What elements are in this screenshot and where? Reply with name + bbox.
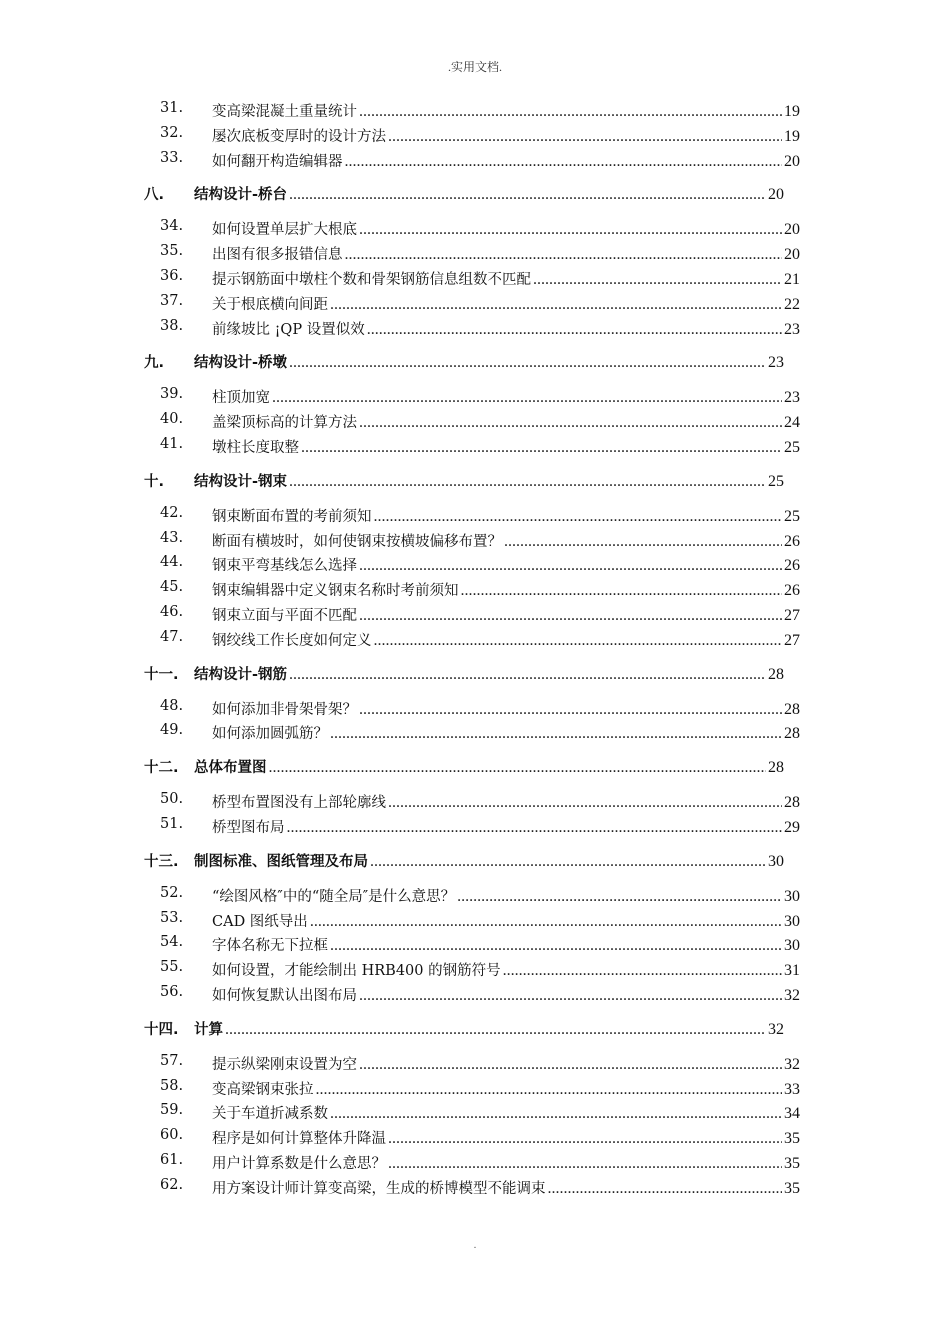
toc-title: “绘图风格″中的“随全局″是什么意思？ xyxy=(212,888,456,905)
toc-title: 盖梁顶标高的计算方法 xyxy=(212,415,357,432)
toc-line xyxy=(194,351,784,372)
toc-title: 桥型图布局 xyxy=(212,819,285,836)
toc-page-number: 22 xyxy=(784,295,800,313)
dot-leader xyxy=(269,759,767,777)
table-of-contents xyxy=(0,98,950,1200)
toc-line xyxy=(212,1177,800,1198)
toc-entry[interactable] xyxy=(0,148,950,173)
toc-page-number: 35 xyxy=(784,1130,800,1148)
toc-number: 十二. xyxy=(144,760,179,777)
toc-title: 提示纵梁刚束设置为空 xyxy=(212,1056,357,1073)
toc-title: 钢束立面与平面不匹配 xyxy=(212,607,357,624)
toc-number: 47. xyxy=(160,628,184,645)
toc-number: 41. xyxy=(160,435,184,452)
toc-title: 字体名称无下拉框 xyxy=(212,938,328,955)
toc-line xyxy=(212,243,800,264)
toc-page-number: 26 xyxy=(784,582,800,600)
toc-section[interactable] xyxy=(0,745,950,789)
toc-line xyxy=(212,1053,800,1074)
toc-line xyxy=(212,1152,800,1173)
toc-number: 33. xyxy=(160,149,184,166)
toc-line xyxy=(212,722,800,743)
toc-page-number: 25 xyxy=(784,507,800,525)
page-footer: . xyxy=(473,1240,477,1251)
toc-title: 结构设计-桥墩 xyxy=(194,355,288,372)
toc-line xyxy=(212,100,800,121)
toc-title: 计算 xyxy=(194,1021,223,1038)
toc-entry[interactable] xyxy=(0,316,950,341)
toc-title: 变高梁钢束张拉 xyxy=(212,1081,314,1098)
toc-section[interactable] xyxy=(0,459,950,503)
toc-page-number: 25 xyxy=(768,472,784,490)
dot-leader xyxy=(301,439,782,457)
toc-title: 变高梁混凝土重量统计 xyxy=(212,104,357,120)
toc-number: 58. xyxy=(160,1077,184,1094)
toc-line xyxy=(212,579,800,600)
toc-line xyxy=(212,604,800,625)
toc-number: 54. xyxy=(160,934,184,951)
toc-page-number: 26 xyxy=(784,557,800,575)
toc-entry[interactable] xyxy=(0,577,950,602)
toc-line xyxy=(212,629,800,650)
toc-page-number: 28 xyxy=(784,725,800,743)
toc-entry[interactable] xyxy=(0,409,950,434)
toc-title: 前缘坡比 ¡QP 设置似效 xyxy=(212,321,365,338)
toc-page-number: 31 xyxy=(784,962,800,980)
toc-line xyxy=(212,554,800,575)
toc-entry[interactable] xyxy=(0,814,950,839)
toc-number: 62. xyxy=(160,1176,184,1193)
toc-title: 关于车道折减系数 xyxy=(212,1106,328,1123)
dot-leader xyxy=(548,1180,783,1198)
toc-entry[interactable] xyxy=(0,123,950,148)
dot-leader xyxy=(388,1130,782,1148)
toc-page-number: 28 xyxy=(768,759,784,777)
toc-line xyxy=(212,1102,800,1123)
toc-line xyxy=(212,816,800,837)
toc-entry[interactable] xyxy=(0,1150,950,1175)
toc-line xyxy=(212,984,800,1005)
dot-leader xyxy=(457,888,782,906)
toc-line xyxy=(212,885,800,906)
toc-title: 钢束编辑器中定义钢束名称时考前须知 xyxy=(212,583,459,600)
toc-title: 钢束平弯基线怎么选择 xyxy=(212,558,357,575)
dot-leader xyxy=(388,1155,782,1173)
toc-line xyxy=(212,268,800,289)
dot-leader xyxy=(289,354,766,372)
toc-title: 制图标准、图纸管理及布局 xyxy=(194,853,368,870)
toc-line xyxy=(212,218,800,239)
toc-title: 提示钢筋面中墩柱个数和骨架钢筋信息组数不匹配 xyxy=(212,271,531,288)
toc-page-number: 26 xyxy=(784,532,800,550)
toc-page-number: 30 xyxy=(768,852,784,870)
toc-page-number: 24 xyxy=(784,414,800,432)
toc-line xyxy=(212,698,800,719)
dot-leader xyxy=(289,473,766,491)
toc-title: 如何设置，才能绘制出 HRB400 的钢筋符号 xyxy=(212,963,501,980)
toc-page-number: 32 xyxy=(784,1055,800,1073)
toc-line xyxy=(212,125,800,146)
toc-entry[interactable] xyxy=(0,1125,950,1150)
toc-page-number: 19 xyxy=(784,127,800,145)
toc-number: 49. xyxy=(160,722,184,739)
toc-line xyxy=(212,505,800,526)
toc-entry[interactable] xyxy=(0,503,950,528)
toc-entry[interactable] xyxy=(0,1076,950,1101)
toc-entry[interactable] xyxy=(0,1100,950,1125)
dot-leader xyxy=(374,632,783,650)
toc-number: 37. xyxy=(160,292,184,309)
dot-leader xyxy=(330,725,782,743)
toc-number: 39. xyxy=(160,386,184,403)
toc-section[interactable] xyxy=(0,1007,950,1051)
toc-page-number: 35 xyxy=(784,1154,800,1172)
toc-page-number: 28 xyxy=(768,665,784,683)
toc-title: 出图有很多报错信息 xyxy=(212,247,343,264)
toc-title: 总体布置图 xyxy=(194,760,267,777)
toc-title: 如何添加非骨架骨架？ xyxy=(212,701,357,718)
dot-leader xyxy=(359,987,782,1005)
toc-line xyxy=(194,470,784,491)
toc-entry[interactable] xyxy=(0,98,950,123)
toc-line xyxy=(212,530,800,551)
toc-title: 墩柱长度取整 xyxy=(212,439,299,456)
dot-leader xyxy=(289,666,766,684)
toc-page-number: 20 xyxy=(784,221,800,239)
toc-entry[interactable] xyxy=(0,982,950,1007)
toc-title: CAD 图纸导出 xyxy=(212,913,308,930)
toc-title: 钢束断面布置的考前须知 xyxy=(212,508,372,525)
toc-title: 结构设计-钢束 xyxy=(194,473,288,490)
toc-line xyxy=(194,663,784,684)
toc-title: 钢绞线工作长度如何定义 xyxy=(212,632,372,649)
toc-title: 桥型布置图没有上部轮廓线 xyxy=(212,795,386,812)
toc-page-number: 20 xyxy=(768,186,784,204)
toc-page-number: 23 xyxy=(784,389,800,407)
toc-number: 43. xyxy=(160,529,184,546)
dot-leader xyxy=(388,128,782,146)
toc-title: 屡次底板变厚时的设计方法 xyxy=(212,128,386,145)
toc-line xyxy=(212,386,800,407)
toc-line xyxy=(212,910,800,931)
dot-leader xyxy=(359,221,782,239)
toc-number: 57. xyxy=(160,1052,184,1069)
toc-entry[interactable] xyxy=(0,1051,950,1076)
dot-leader xyxy=(359,103,782,121)
toc-page-number: 19 xyxy=(784,103,800,120)
toc-line xyxy=(194,1018,784,1039)
dot-leader xyxy=(272,389,782,407)
dot-leader xyxy=(310,913,782,931)
toc-page-number: 33 xyxy=(784,1080,800,1098)
toc-number: 32. xyxy=(160,124,184,141)
toc-title: 断面有横坡时，如何使钢束按横坡偏移布置？ xyxy=(212,533,502,550)
toc-page-number: 20 xyxy=(784,246,800,264)
toc-number: 十一. xyxy=(144,666,179,683)
dot-leader xyxy=(504,533,782,551)
toc-title: 程序是如何计算整体升降温 xyxy=(212,1131,386,1148)
toc-entry[interactable] xyxy=(0,602,950,627)
toc-page-number: 28 xyxy=(784,794,800,812)
toc-line xyxy=(212,318,800,339)
toc-number: 八. xyxy=(144,187,165,204)
toc-title: 如何翻开构造编辑器 xyxy=(212,153,343,170)
toc-page-number: 32 xyxy=(768,1020,784,1038)
toc-page-number: 28 xyxy=(784,700,800,718)
toc-number: 56. xyxy=(160,983,184,1000)
toc-number: 十三. xyxy=(144,853,179,870)
dot-leader xyxy=(359,607,782,625)
toc-line xyxy=(212,1078,800,1099)
toc-page-number: 30 xyxy=(784,912,800,930)
toc-entry[interactable] xyxy=(0,627,950,652)
dot-leader xyxy=(330,1105,782,1123)
dot-leader xyxy=(503,962,782,980)
toc-number: 61. xyxy=(160,1151,184,1168)
toc-page-number: 34 xyxy=(784,1105,800,1123)
toc-entry[interactable] xyxy=(0,789,950,814)
toc-entry[interactable] xyxy=(0,291,950,316)
toc-title: 关于根底横向间距 xyxy=(212,296,328,313)
dot-leader xyxy=(359,701,782,719)
toc-page-number: 27 xyxy=(784,631,800,649)
toc-number: 50. xyxy=(160,791,184,808)
page-header: .实用文档. xyxy=(447,60,502,74)
dot-leader xyxy=(316,1081,783,1099)
toc-entry[interactable] xyxy=(0,216,950,241)
toc-page-number: 25 xyxy=(784,438,800,456)
toc-number: 46. xyxy=(160,603,184,620)
toc-entry[interactable] xyxy=(0,720,950,745)
toc-title: 柱顶加宽 xyxy=(212,390,270,407)
toc-number: 52. xyxy=(160,884,184,901)
toc-number: 55. xyxy=(160,959,184,976)
dot-leader xyxy=(374,508,783,526)
toc-entry[interactable] xyxy=(0,908,950,933)
toc-number: 40. xyxy=(160,411,184,428)
toc-entry[interactable] xyxy=(0,528,950,553)
toc-entry[interactable] xyxy=(0,957,950,982)
dot-leader xyxy=(359,1056,782,1074)
toc-title: 如何设置单层扩大根底 xyxy=(212,222,357,239)
toc-number: 九. xyxy=(144,355,165,372)
toc-title: 结构设计-桥台 xyxy=(194,187,288,204)
toc-page-number: 27 xyxy=(784,606,800,624)
toc-line xyxy=(212,436,800,457)
toc-page-number: 23 xyxy=(768,354,784,372)
toc-entry[interactable] xyxy=(0,266,950,291)
dot-leader xyxy=(359,414,782,432)
toc-line xyxy=(212,959,800,980)
toc-entry[interactable] xyxy=(0,384,950,409)
toc-number: 53. xyxy=(160,909,184,926)
toc-page-number: 30 xyxy=(784,937,800,955)
toc-entry[interactable] xyxy=(0,1175,950,1200)
dot-leader xyxy=(388,794,782,812)
toc-number: 十. xyxy=(144,473,165,490)
dot-leader xyxy=(225,1021,766,1039)
toc-section[interactable] xyxy=(0,340,950,384)
toc-section[interactable] xyxy=(0,652,950,696)
toc-title: 用方案设计师计算变高梁，生成的桥博模型不能调束 xyxy=(212,1180,546,1197)
toc-entry[interactable] xyxy=(0,932,950,957)
toc-number: 42. xyxy=(160,504,184,521)
toc-number: 31. xyxy=(160,100,184,116)
toc-number: 48. xyxy=(160,697,184,714)
toc-line xyxy=(212,934,800,955)
toc-number: 34. xyxy=(160,218,184,235)
dot-leader xyxy=(367,321,782,339)
toc-title: 如何恢复默认出图布局 xyxy=(212,987,357,1004)
toc-number: 44. xyxy=(160,554,184,571)
toc-entry[interactable] xyxy=(0,241,950,266)
toc-page-number: 20 xyxy=(784,152,800,170)
toc-page-number: 32 xyxy=(784,986,800,1004)
toc-title: 如何添加圆弧筋？ xyxy=(212,726,328,743)
toc-number: 59. xyxy=(160,1102,184,1119)
dot-leader xyxy=(330,937,782,955)
toc-line xyxy=(212,411,800,432)
dot-leader xyxy=(370,853,766,871)
toc-page-number: 35 xyxy=(784,1179,800,1197)
dot-leader xyxy=(359,557,782,575)
toc-line xyxy=(212,1127,800,1148)
toc-number: 60. xyxy=(160,1127,184,1144)
dot-leader xyxy=(289,186,766,204)
toc-page-number: 23 xyxy=(784,320,800,338)
toc-section[interactable] xyxy=(0,839,950,883)
toc-line xyxy=(194,850,784,871)
dot-leader xyxy=(345,246,783,264)
toc-number: 45. xyxy=(160,579,184,596)
toc-line xyxy=(212,150,800,171)
toc-page-number: 29 xyxy=(784,818,800,836)
dot-leader xyxy=(345,153,783,171)
toc-number: 35. xyxy=(160,243,184,260)
toc-number: 51. xyxy=(160,815,184,832)
dot-leader xyxy=(287,819,783,837)
dot-leader xyxy=(461,582,783,600)
toc-number: 十四. xyxy=(144,1021,179,1038)
toc-entry[interactable] xyxy=(0,552,950,577)
toc-line xyxy=(194,756,784,777)
toc-line xyxy=(212,791,800,812)
toc-title: 用户计算系数是什么意思？ xyxy=(212,1155,386,1172)
dot-leader xyxy=(330,296,782,314)
toc-page-number: 30 xyxy=(784,887,800,905)
toc-entry[interactable] xyxy=(0,434,950,459)
toc-line xyxy=(212,293,800,314)
toc-line xyxy=(194,183,784,204)
toc-title: 结构设计-钢筋 xyxy=(194,666,288,683)
toc-number: 38. xyxy=(160,317,184,334)
toc-page-number: 21 xyxy=(784,270,800,288)
toc-section[interactable] xyxy=(0,172,950,216)
toc-entry[interactable] xyxy=(0,883,950,908)
toc-entry[interactable] xyxy=(0,696,950,721)
dot-leader xyxy=(533,271,782,289)
toc-number: 36. xyxy=(160,267,184,284)
